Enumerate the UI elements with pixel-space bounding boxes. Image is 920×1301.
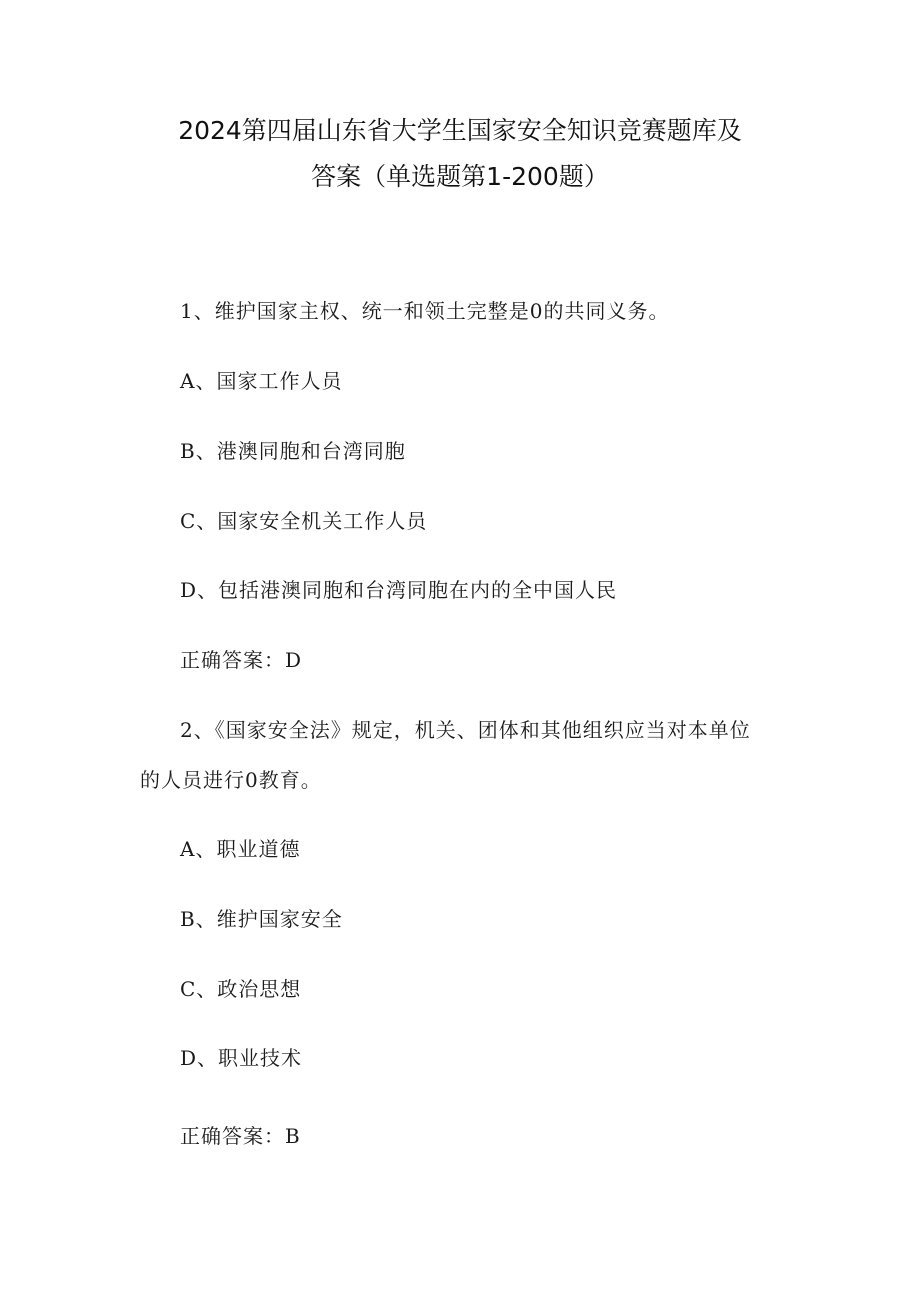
question-2-option-b: B、维护国家安全 <box>180 907 343 931</box>
question-2-stem-line-2: 的人员进行0教育。 <box>140 768 322 792</box>
question-1-option-d: D、包括港澳同胞和台湾同胞在内的全中国人民 <box>180 578 618 602</box>
question-2-answer: 正确答案：B <box>180 1124 301 1148</box>
question-1-option-c: C、国家安全机关工作人员 <box>180 509 428 533</box>
question-1-option-b: B、港澳同胞和台湾同胞 <box>180 439 406 463</box>
question-2-stem-line-1: 2、《国家安全法》规定，机关、团体和其他组织应当对本单位 <box>180 718 751 742</box>
question-2-option-c: C、政治思想 <box>180 977 302 1001</box>
document-title-line-2: 答案（单选题第1-200题） <box>311 162 609 191</box>
question-1-option-a: A、国家工作人员 <box>180 369 343 393</box>
question-2-option-d: D、职业技术 <box>180 1046 303 1070</box>
question-1-answer: 正确答案：D <box>180 648 303 672</box>
document-title-line-1: 2024第四届山东省大学生国家安全知识竞赛题库及 <box>178 116 742 145</box>
question-1-stem: 1、维护国家主权、统一和领土完整是0的共同义务。 <box>180 299 670 323</box>
question-2-option-a: A、职业道德 <box>180 837 301 861</box>
